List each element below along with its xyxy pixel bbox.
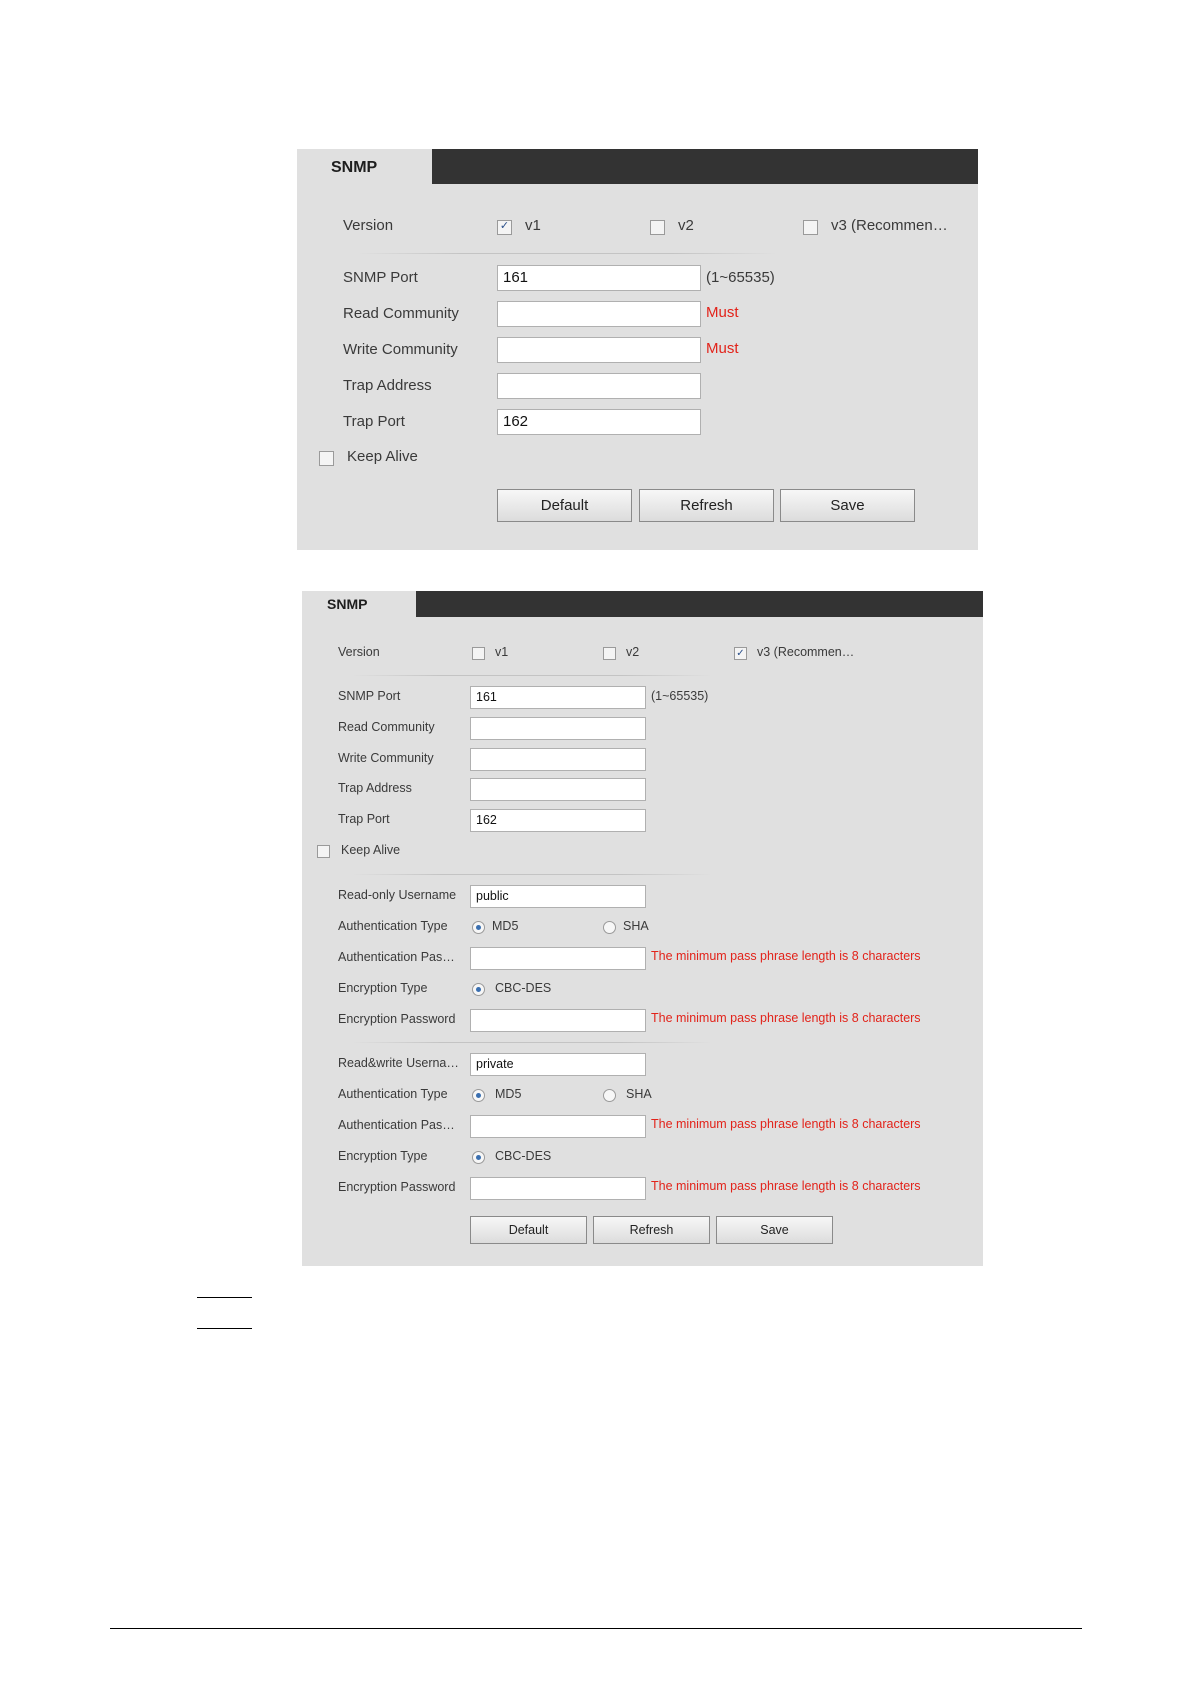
readonly-auth-type-label: Authentication Type (338, 919, 448, 933)
readonly-enc-type-value: CBC-DES (495, 981, 552, 995)
default-button[interactable]: Default (470, 1216, 587, 1244)
write-community-input[interactable] (497, 337, 701, 363)
snmp-port-range: (1~65535) (651, 689, 709, 703)
readonly-enc-cbc-des-radio[interactable] (472, 983, 485, 996)
version-v3-label: v3 (Recommen… (831, 217, 948, 234)
default-button[interactable]: Default (497, 489, 632, 522)
read-community-input[interactable] (470, 717, 646, 740)
version-label: Version (343, 217, 394, 234)
version-v3-checkbox[interactable] (803, 220, 818, 235)
readwrite-enc-cbc-des-radio[interactable] (472, 1151, 485, 1164)
trap-address-input[interactable] (470, 778, 646, 801)
refresh-button[interactable]: Refresh (639, 489, 774, 522)
read-community-required: Must (706, 304, 739, 321)
version-v3-checkbox[interactable]: ✓ (734, 647, 747, 660)
readonly-auth-pass-hint: The minimum pass phrase length is 8 characters (651, 949, 921, 963)
readwrite-auth-pass-label: Authentication Pas… (338, 1118, 455, 1132)
divider (352, 874, 712, 875)
readonly-auth-pass-input[interactable] (470, 947, 646, 970)
snmp-port-range: (1~65535) (706, 269, 775, 286)
write-community-label: Write Community (338, 751, 434, 765)
readwrite-username-input[interactable]: private (470, 1053, 646, 1076)
snmp-port-label: SNMP Port (343, 269, 418, 286)
snmp-panel-v3 (302, 591, 983, 1266)
readonly-auth-md5-radio[interactable] (472, 921, 485, 934)
version-label: Version (338, 645, 380, 659)
write-community-label: Write Community (343, 341, 458, 358)
readwrite-auth-pass-hint: The minimum pass phrase length is 8 characters (651, 1117, 921, 1131)
readonly-auth-sha-radio[interactable] (603, 921, 616, 934)
readonly-enc-pass-input[interactable] (470, 1009, 646, 1032)
version-v1-label: v1 (525, 217, 541, 234)
refresh-button[interactable]: Refresh (593, 1216, 710, 1244)
keep-alive-checkbox[interactable] (317, 845, 330, 858)
readonly-enc-type-label: Encryption Type (338, 981, 428, 995)
trap-address-label: Trap Address (343, 377, 432, 394)
readwrite-enc-pass-label: Encryption Password (338, 1180, 456, 1194)
trap-port-label: Trap Port (338, 812, 390, 826)
snmp-panel-v1 (297, 149, 978, 550)
readwrite-auth-md5-label: MD5 (495, 1087, 522, 1101)
keep-alive-label: Keep Alive (347, 448, 418, 465)
trap-port-input[interactable]: 162 (470, 809, 646, 832)
trap-address-label: Trap Address (338, 781, 412, 795)
tab-snmp[interactable]: SNMP (302, 591, 416, 617)
readwrite-enc-type-value: CBC-DES (495, 1149, 552, 1163)
readwrite-auth-md5-radio[interactable] (472, 1089, 485, 1102)
snmp-port-label: SNMP Port (338, 689, 401, 703)
trap-port-input[interactable]: 162 (497, 409, 701, 435)
trap-address-input[interactable] (497, 373, 701, 399)
readwrite-username-label: Read&write Userna… (338, 1056, 459, 1070)
readonly-enc-pass-label: Encryption Password (338, 1012, 456, 1026)
readwrite-enc-pass-hint: The minimum pass phrase length is 8 characters (651, 1179, 921, 1193)
read-community-label: Read Community (343, 305, 459, 322)
readonly-auth-pass-label: Authentication Pas… (338, 950, 455, 964)
readonly-username-input[interactable]: public (470, 885, 646, 908)
version-v2-label: v2 (678, 217, 694, 234)
version-v1-label: v1 (495, 645, 509, 659)
readonly-auth-md5-label: MD5 (492, 919, 519, 933)
divider (352, 675, 712, 676)
readonly-enc-pass-hint: The minimum pass phrase length is 8 characters (651, 1011, 921, 1025)
keep-alive-checkbox[interactable] (319, 451, 334, 466)
readonly-auth-sha-label: SHA (623, 919, 649, 933)
tab-snmp[interactable]: SNMP (297, 149, 432, 184)
read-community-input[interactable] (497, 301, 701, 327)
snmp-port-input[interactable]: 161 (497, 265, 701, 291)
save-button[interactable]: Save (716, 1216, 833, 1244)
note-underline (197, 1328, 252, 1329)
version-v2-checkbox[interactable] (603, 647, 616, 660)
footer-rule (110, 1628, 1082, 1629)
version-v3-label: v3 (Recommen… (757, 645, 855, 659)
readwrite-auth-type-label: Authentication Type (338, 1087, 448, 1101)
version-v2-label: v2 (626, 645, 640, 659)
readwrite-auth-sha-radio[interactable] (603, 1089, 616, 1102)
version-v1-checkbox[interactable]: ✓ (497, 220, 512, 235)
version-v2-checkbox[interactable] (650, 220, 665, 235)
note-underline (197, 1297, 252, 1298)
readwrite-enc-pass-input[interactable] (470, 1177, 646, 1200)
write-community-required: Must (706, 340, 739, 357)
readwrite-enc-type-label: Encryption Type (338, 1149, 428, 1163)
keep-alive-label: Keep Alive (341, 843, 401, 857)
divider (352, 1042, 712, 1043)
readonly-username-label: Read-only Username (338, 888, 457, 902)
readwrite-auth-pass-input[interactable] (470, 1115, 646, 1138)
version-v1-checkbox[interactable] (472, 647, 485, 660)
save-button[interactable]: Save (780, 489, 915, 522)
write-community-input[interactable] (470, 748, 646, 771)
divider (357, 253, 777, 254)
read-community-label: Read Community (338, 720, 435, 734)
snmp-port-input[interactable]: 161 (470, 686, 646, 709)
readwrite-auth-sha-label: SHA (626, 1087, 652, 1101)
trap-port-label: Trap Port (343, 413, 405, 430)
